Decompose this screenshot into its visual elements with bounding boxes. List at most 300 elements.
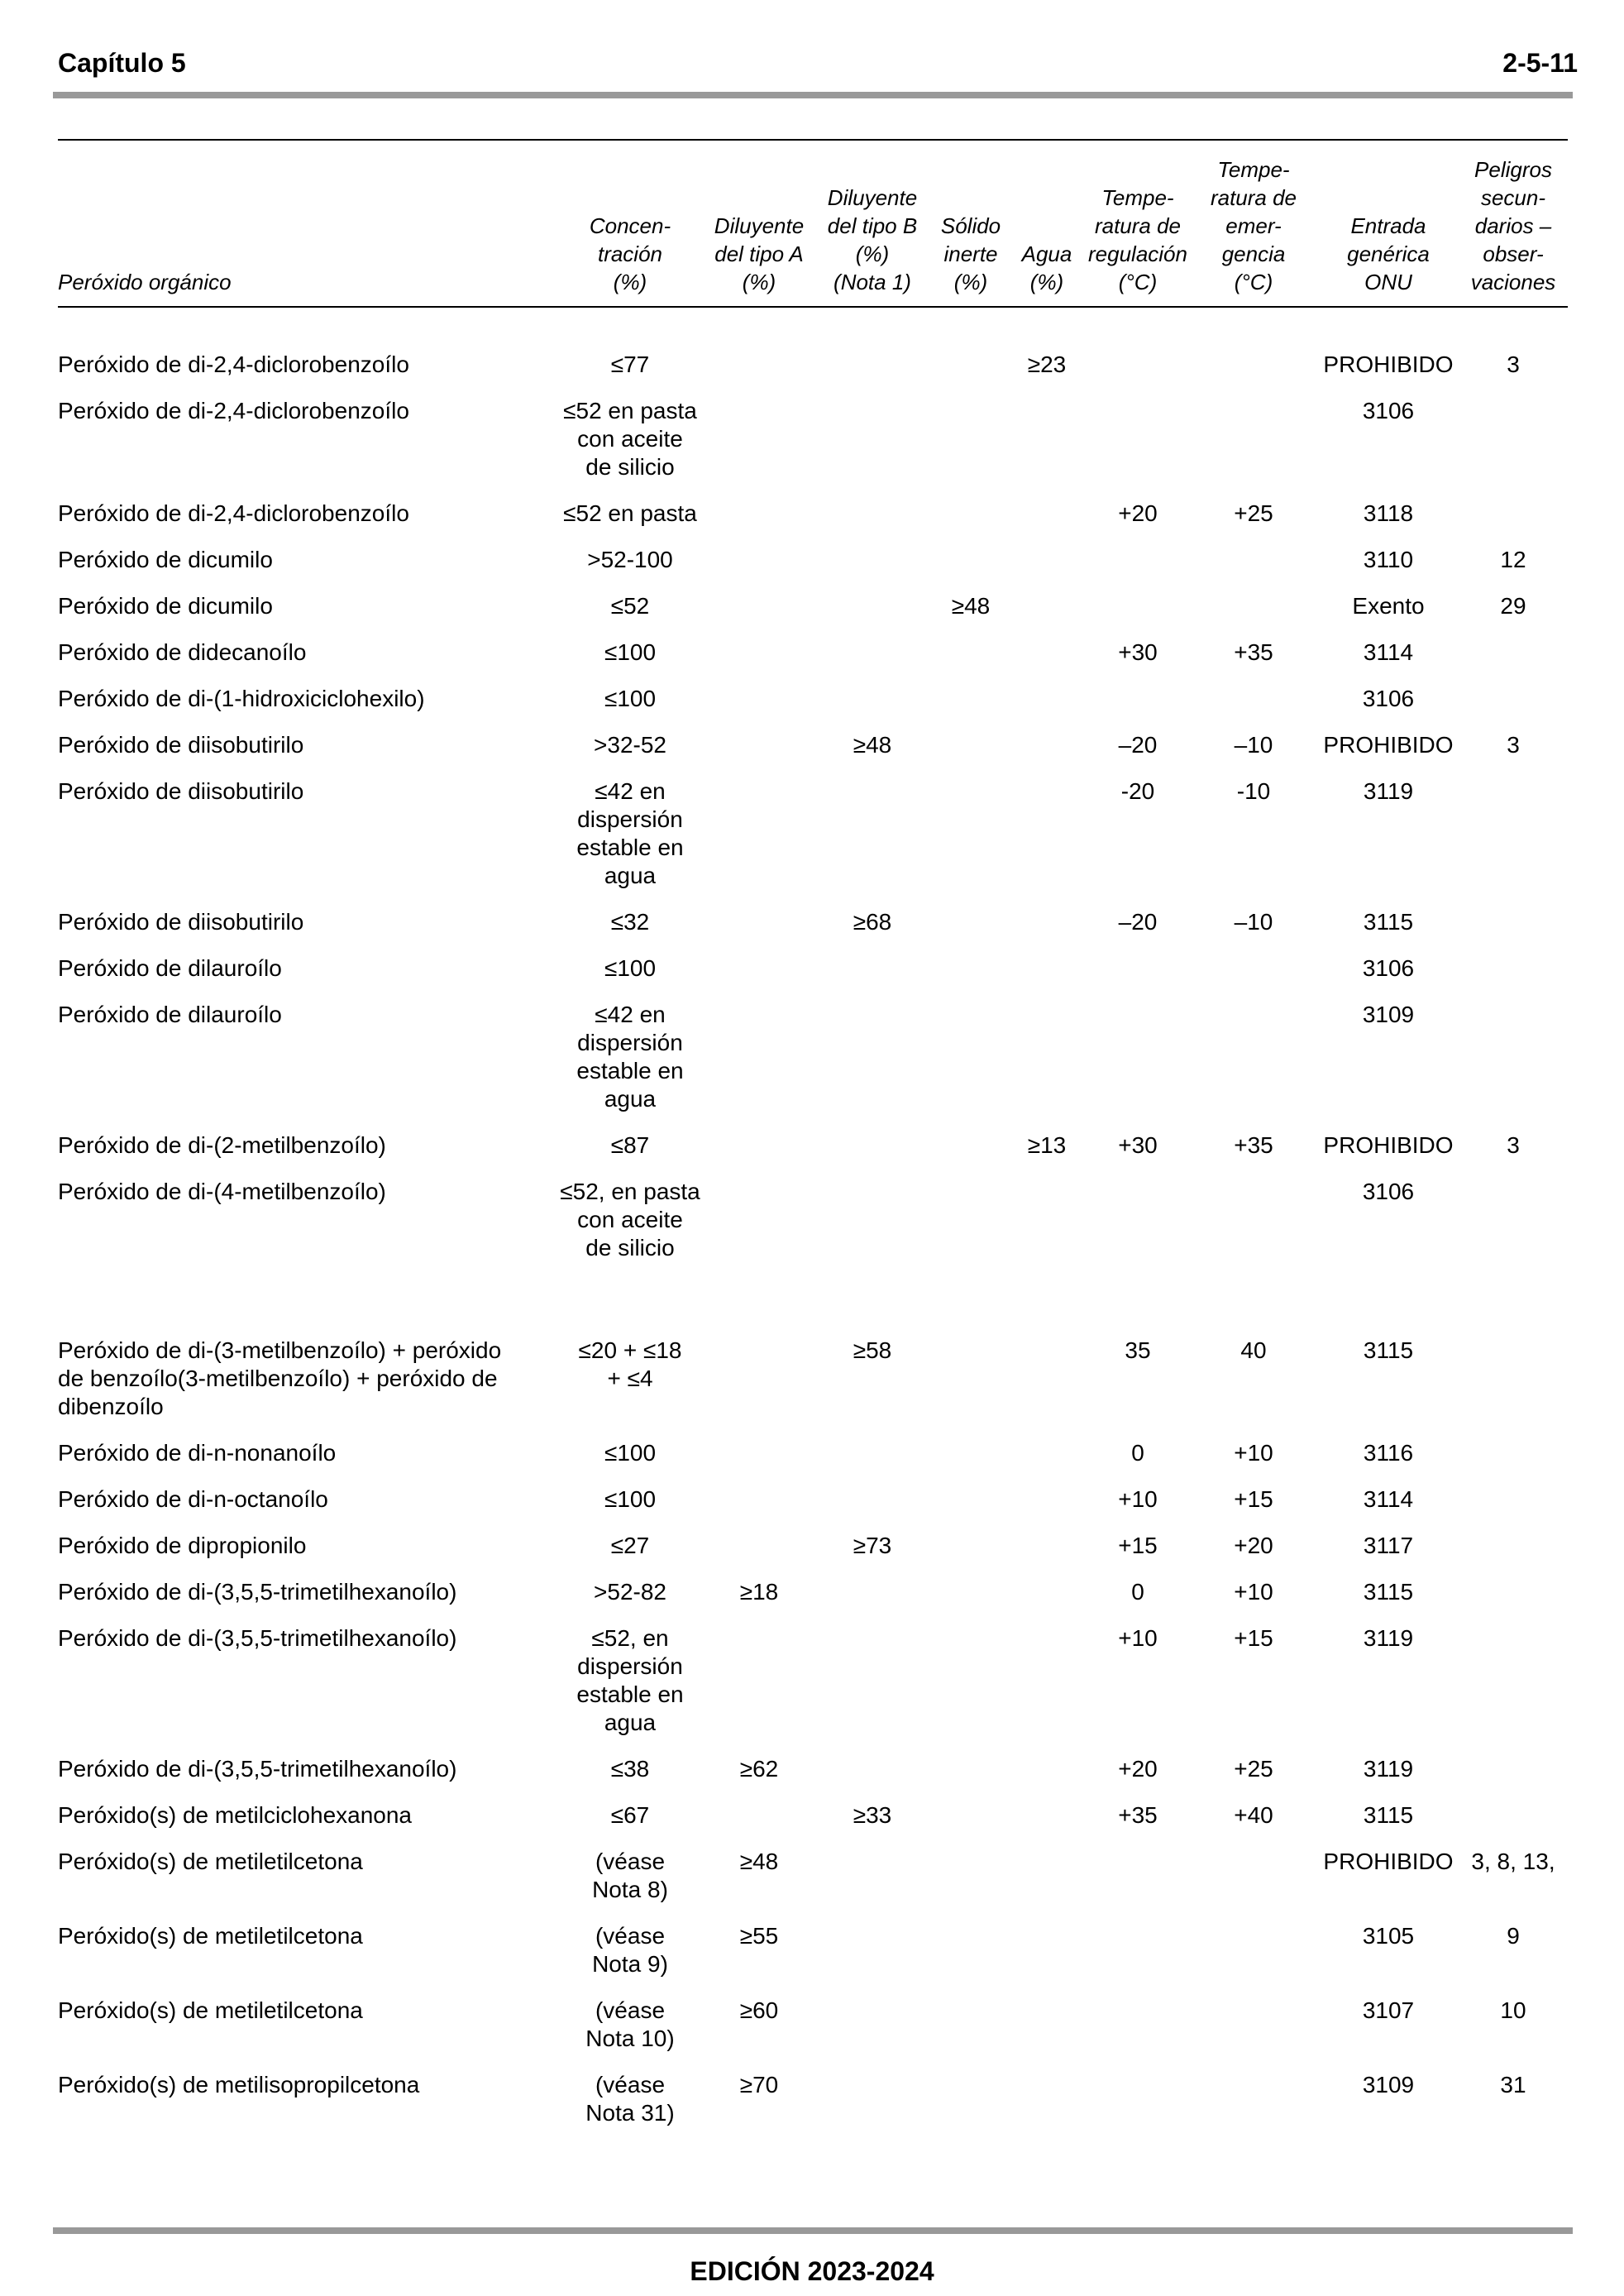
cell-control-temp: +35	[1118, 1802, 1158, 1828]
cell-concentration: ≤20 + ≤18 + ≤4	[578, 1337, 682, 1391]
cell-diluent-b	[810, 1125, 934, 1171]
cell-control-temp: -20	[1120, 778, 1155, 804]
cell-emergency-temp	[1189, 1171, 1318, 1274]
cell-un-entry: 3106	[1362, 1179, 1415, 1204]
cell-diluent-a: ≥18	[739, 1579, 779, 1605]
cell-diluent-b	[810, 539, 934, 586]
table-row	[58, 1990, 1568, 2064]
page-number: 2-5-11	[1502, 48, 1578, 78]
cell-diluent-a	[708, 1433, 810, 1479]
cell-water	[1007, 493, 1087, 539]
cell-water	[1007, 1571, 1087, 1618]
cell-un-entry: 3106	[1362, 398, 1415, 423]
cell-peroxide: Peróxido de di-n-nonanoílo	[58, 1440, 337, 1466]
cell-diluent-a	[708, 632, 810, 678]
cell-inert-solid	[934, 948, 1007, 994]
cell-diluent-a	[708, 1795, 810, 1841]
cell-diluent-b	[810, 493, 934, 539]
cell-hazards: 3	[1507, 352, 1520, 377]
cell-inert-solid	[934, 632, 1007, 678]
table-row	[58, 1841, 1568, 1916]
cell-diluent-b	[810, 307, 934, 390]
cell-peroxide: Peróxido de diisobutirilo	[58, 732, 304, 758]
cell-diluent-a	[708, 771, 810, 902]
cell-concentration: ≤27	[610, 1533, 650, 1558]
cell-emergency-temp: –10	[1234, 732, 1273, 758]
cell-peroxide: Peróxido de dicumilo	[58, 593, 273, 619]
cell-un-entry: PROHIBIDO	[1323, 1849, 1454, 1874]
cell-emergency-temp	[1189, 307, 1318, 390]
cell-inert-solid	[934, 1479, 1007, 1525]
cell-control-temp: +20	[1118, 500, 1158, 526]
cell-control-temp	[1087, 1916, 1189, 1990]
cell-hazards: 9	[1507, 1923, 1520, 1949]
cell-un-entry: 3115	[1363, 909, 1414, 935]
cell-concentration: ≤42 en dispersión estable en agua	[576, 1002, 684, 1112]
cell-diluent-a	[708, 1274, 810, 1433]
cell-diluent-b	[810, 1841, 934, 1916]
table-row	[58, 1171, 1568, 1274]
cell-emergency-temp: +15	[1234, 1625, 1273, 1651]
cell-control-temp	[1087, 994, 1189, 1125]
cell-water	[1007, 902, 1087, 948]
header-rule	[53, 92, 1573, 98]
cell-control-temp	[1087, 1171, 1189, 1274]
cell-control-temp: +10	[1118, 1625, 1158, 1651]
cell-diluent-b	[810, 390, 934, 493]
cell-diluent-a	[708, 948, 810, 994]
cell-un-entry: Exento	[1352, 593, 1425, 619]
cell-water	[1007, 1795, 1087, 1841]
cell-hazards: 12	[1500, 547, 1526, 572]
cell-inert-solid	[934, 1525, 1007, 1571]
cell-un-entry: 3106	[1362, 686, 1415, 711]
cell-diluent-a	[708, 307, 810, 390]
table-row	[58, 1571, 1568, 1618]
cell-control-temp: 0	[1131, 1440, 1144, 1466]
cell-inert-solid	[934, 1618, 1007, 1748]
cell-hazards	[1459, 1795, 1568, 1841]
cell-emergency-temp	[1189, 948, 1318, 994]
col-header-diluent-a: Diluyente del tipo A (%)	[708, 140, 810, 307]
cell-inert-solid	[934, 1274, 1007, 1433]
cell-peroxide: Peróxido de diisobutirilo	[58, 778, 304, 804]
table-row	[58, 539, 1568, 586]
cell-hazards	[1459, 632, 1568, 678]
cell-control-temp	[1087, 948, 1189, 994]
cell-peroxide: Peróxido(s) de metiletilcetona	[58, 1923, 363, 1949]
cell-water	[1007, 948, 1087, 994]
cell-un-entry: 3110	[1363, 547, 1414, 572]
cell-un-entry: 3107	[1362, 1997, 1415, 2023]
table-header-row	[58, 140, 1568, 307]
cell-water	[1007, 1479, 1087, 1525]
cell-diluent-a: ≥70	[739, 2072, 779, 2097]
cell-water	[1007, 2064, 1087, 2139]
cell-peroxide: Peróxido de di-(3-metilbenzoílo) + peróxido de benzoílo(3-metilbenzoílo) + peróxido de dibenzoílo	[58, 1337, 502, 1419]
cell-hazards	[1459, 1525, 1568, 1571]
table-row	[58, 678, 1568, 725]
cell-peroxide: Peróxido de di-(3,5,5-trimetilhexanoílo)	[58, 1579, 457, 1605]
cell-peroxide: Peróxido de di-(3,5,5-trimetilhexanoílo)	[58, 1756, 457, 1782]
cell-water	[1007, 1916, 1087, 1990]
cell-diluent-b	[810, 1916, 934, 1990]
cell-emergency-temp: +40	[1234, 1802, 1273, 1828]
cell-concentration: >52-82	[594, 1579, 666, 1605]
table-row	[58, 586, 1568, 632]
cell-diluent-b	[810, 2064, 934, 2139]
cell-concentration: ≤38	[610, 1756, 650, 1782]
table-row	[58, 948, 1568, 994]
cell-peroxide: Peróxido(s) de metilciclohexanona	[58, 1802, 412, 1828]
table-row	[58, 1125, 1568, 1171]
cell-control-temp	[1087, 390, 1189, 493]
cell-peroxide: Peróxido de di-(2-metilbenzoílo)	[58, 1132, 386, 1158]
cell-hazards	[1459, 771, 1568, 902]
col-header-peroxide: Peróxido orgánico	[58, 140, 552, 307]
cell-un-entry: 3115	[1363, 1802, 1414, 1828]
table-row	[58, 493, 1568, 539]
col-header-diluent-b: Diluyente del tipo B (%) (Nota 1)	[810, 140, 934, 307]
cell-emergency-temp	[1189, 586, 1318, 632]
cell-control-temp: +10	[1118, 1486, 1158, 1512]
cell-inert-solid	[934, 771, 1007, 902]
cell-diluent-a	[708, 1125, 810, 1171]
cell-control-temp	[1087, 678, 1189, 725]
table-row	[58, 1433, 1568, 1479]
cell-concentration: ≤52 en pasta con aceite de silicio	[563, 398, 697, 480]
col-header-concentration: Concen- tración (%)	[552, 140, 708, 307]
cell-diluent-b	[810, 1748, 934, 1795]
cell-water	[1007, 539, 1087, 586]
cell-diluent-b: ≥33	[853, 1802, 892, 1828]
cell-peroxide: Peróxido de didecanoílo	[58, 639, 307, 665]
cell-inert-solid	[934, 994, 1007, 1125]
cell-water: ≥13	[1027, 1132, 1067, 1158]
cell-un-entry: PROHIBIDO	[1323, 732, 1454, 758]
cell-peroxide: Peróxido de di-2,4-diclorobenzoílo	[58, 398, 409, 423]
cell-emergency-temp: +15	[1234, 1486, 1273, 1512]
cell-diluent-a	[708, 1525, 810, 1571]
cell-water	[1007, 390, 1087, 493]
table-row	[58, 2064, 1568, 2139]
cell-emergency-temp: -10	[1236, 778, 1271, 804]
cell-un-entry: PROHIBIDO	[1323, 1132, 1454, 1158]
cell-un-entry: 3119	[1363, 1756, 1414, 1782]
cell-hazards	[1459, 1618, 1568, 1748]
cell-inert-solid	[934, 1916, 1007, 1990]
cell-concentration: ≤100	[604, 686, 657, 711]
cell-diluent-b	[810, 1990, 934, 2064]
cell-diluent-a	[708, 1618, 810, 1748]
cell-control-temp	[1087, 586, 1189, 632]
cell-emergency-temp: +10	[1234, 1579, 1273, 1605]
cell-inert-solid	[934, 390, 1007, 493]
cell-diluent-b	[810, 586, 934, 632]
cell-peroxide: Peróxido(s) de metilisopropilcetona	[58, 2072, 420, 2097]
cell-diluent-b	[810, 948, 934, 994]
cell-hazards: 3	[1507, 1132, 1520, 1158]
cell-inert-solid	[934, 1841, 1007, 1916]
cell-diluent-a	[708, 725, 810, 771]
cell-diluent-b	[810, 632, 934, 678]
table-row	[58, 994, 1568, 1125]
cell-concentration: ≤100	[604, 1486, 657, 1512]
cell-diluent-a: ≥48	[739, 1849, 779, 1874]
cell-control-temp: 0	[1131, 1579, 1144, 1605]
cell-peroxide: Peróxido de di-(1-hidroxiciclohexilo)	[58, 686, 425, 711]
cell-un-entry: 3109	[1362, 1002, 1415, 1027]
cell-concentration: >32-52	[594, 732, 666, 758]
cell-emergency-temp: +35	[1234, 639, 1273, 665]
cell-diluent-b	[810, 771, 934, 902]
cell-inert-solid	[934, 1571, 1007, 1618]
table-row	[58, 1618, 1568, 1748]
cell-hazards	[1459, 994, 1568, 1125]
cell-emergency-temp	[1189, 390, 1318, 493]
cell-hazards	[1459, 1171, 1568, 1274]
cell-hazards	[1459, 1748, 1568, 1795]
cell-inert-solid	[934, 1795, 1007, 1841]
footer-rule	[53, 2227, 1573, 2234]
cell-emergency-temp	[1189, 1841, 1318, 1916]
cell-emergency-temp	[1189, 1916, 1318, 1990]
cell-diluent-b	[810, 1479, 934, 1525]
cell-peroxide: Peróxido de di-2,4-diclorobenzoílo	[58, 500, 409, 526]
cell-un-entry: 3116	[1363, 1440, 1414, 1466]
cell-diluent-a	[708, 902, 810, 948]
cell-un-entry: PROHIBIDO	[1323, 352, 1454, 377]
cell-diluent-b: ≥58	[853, 1337, 892, 1363]
cell-inert-solid	[934, 725, 1007, 771]
cell-hazards	[1459, 948, 1568, 994]
cell-emergency-temp: +35	[1234, 1132, 1273, 1158]
cell-emergency-temp	[1189, 539, 1318, 586]
cell-diluent-a: ≥62	[739, 1756, 779, 1782]
cell-control-temp: 35	[1125, 1337, 1151, 1363]
table-row	[58, 1748, 1568, 1795]
cell-water	[1007, 1748, 1087, 1795]
cell-diluent-b: ≥73	[853, 1533, 892, 1558]
cell-un-entry: 3117	[1363, 1533, 1414, 1558]
cell-un-entry: 3109	[1362, 2072, 1415, 2097]
cell-un-entry: 3115	[1363, 1579, 1414, 1605]
cell-concentration: ≤52, en pasta con aceite de silicio	[560, 1179, 700, 1260]
cell-un-entry: 3114	[1363, 1486, 1414, 1512]
table-row	[58, 725, 1568, 771]
cell-water	[1007, 586, 1087, 632]
cell-control-temp: –20	[1118, 909, 1158, 935]
cell-diluent-b	[810, 678, 934, 725]
table-body	[58, 307, 1568, 2139]
organic-peroxides-table	[58, 139, 1568, 2139]
cell-inert-solid	[934, 2064, 1007, 2139]
cell-emergency-temp	[1189, 1990, 1318, 2064]
table-row	[58, 1479, 1568, 1525]
cell-diluent-b: ≥68	[853, 909, 892, 935]
cell-water	[1007, 1274, 1087, 1433]
table-row	[58, 1525, 1568, 1571]
cell-diluent-a	[708, 390, 810, 493]
cell-hazards	[1459, 902, 1568, 948]
cell-water	[1007, 725, 1087, 771]
col-header-water: Agua (%)	[1007, 140, 1087, 307]
cell-inert-solid	[934, 678, 1007, 725]
cell-water	[1007, 1525, 1087, 1571]
col-header-emergency-temp: Tempe- ratura de emer- gencia (°C)	[1189, 140, 1318, 307]
cell-inert-solid	[934, 539, 1007, 586]
cell-control-temp: +20	[1118, 1756, 1158, 1782]
cell-peroxide: Peróxido de dicumilo	[58, 547, 273, 572]
cell-water	[1007, 771, 1087, 902]
table-row	[58, 771, 1568, 902]
cell-concentration: ≤87	[610, 1132, 650, 1158]
cell-diluent-a	[708, 539, 810, 586]
cell-hazards: 3, 8, 13,	[1471, 1849, 1555, 1874]
cell-emergency-temp	[1189, 2064, 1318, 2139]
col-header-inert-solid: Sólido inerte (%)	[934, 140, 1007, 307]
cell-concentration: ≤52	[610, 593, 650, 619]
cell-water	[1007, 678, 1087, 725]
cell-control-temp: –20	[1118, 732, 1158, 758]
cell-hazards	[1459, 493, 1568, 539]
table-row	[58, 307, 1568, 390]
cell-hazards: 29	[1500, 593, 1526, 619]
cell-diluent-a: ≥60	[739, 1997, 779, 2023]
col-header-control-temp: Tempe- ratura de regulación (°C)	[1087, 140, 1189, 307]
cell-concentration: ≤67	[610, 1802, 650, 1828]
cell-hazards: 3	[1507, 732, 1520, 758]
cell-hazards	[1459, 1479, 1568, 1525]
cell-water	[1007, 1433, 1087, 1479]
col-header-hazards: Peligros secun- darios – obser- vaciones	[1459, 140, 1568, 307]
cell-diluent-b	[810, 1433, 934, 1479]
cell-un-entry: 3114	[1363, 639, 1414, 665]
cell-hazards: 31	[1500, 2072, 1526, 2097]
cell-un-entry: 3106	[1362, 955, 1415, 981]
cell-peroxide: Peróxido(s) de metiletilcetona	[58, 1849, 363, 1874]
cell-peroxide: Peróxido de dilauroílo	[58, 955, 282, 981]
cell-emergency-temp: +10	[1234, 1440, 1273, 1466]
cell-water	[1007, 1171, 1087, 1274]
cell-peroxide: Peróxido de di-(4-metilbenzoílo)	[58, 1179, 386, 1204]
cell-concentration: ≤77	[610, 352, 650, 377]
cell-hazards	[1459, 1571, 1568, 1618]
cell-diluent-b	[810, 1571, 934, 1618]
cell-control-temp	[1087, 1841, 1189, 1916]
cell-concentration: (véase Nota 10)	[585, 1997, 675, 2051]
cell-concentration: ≤52, en dispersión estable en agua	[576, 1625, 684, 1735]
chapter-title: Capítulo 5	[58, 48, 186, 78]
cell-inert-solid	[934, 902, 1007, 948]
cell-hazards	[1459, 678, 1568, 725]
cell-control-temp	[1087, 307, 1189, 390]
cell-concentration: ≤32	[610, 909, 650, 935]
cell-hazards	[1459, 390, 1568, 493]
cell-water: ≥23	[1027, 352, 1067, 377]
cell-emergency-temp: +25	[1234, 500, 1273, 526]
cell-diluent-a	[708, 1479, 810, 1525]
table-row	[58, 1916, 1568, 1990]
table-row	[58, 902, 1568, 948]
cell-inert-solid	[934, 493, 1007, 539]
cell-concentration: ≤42 en dispersión estable en agua	[576, 778, 684, 888]
cell-emergency-temp	[1189, 994, 1318, 1125]
cell-peroxide: Peróxido de dipropionilo	[58, 1533, 307, 1558]
cell-emergency-temp: +20	[1234, 1533, 1273, 1558]
cell-peroxide: Peróxido de diisobutirilo	[58, 909, 304, 935]
cell-concentration: (véase Nota 31)	[585, 2072, 675, 2126]
cell-concentration: (véase Nota 8)	[592, 1849, 668, 1902]
cell-concentration: >52-100	[587, 547, 673, 572]
cell-diluent-a	[708, 994, 810, 1125]
cell-emergency-temp: –10	[1234, 909, 1273, 935]
table-row	[58, 1274, 1568, 1433]
edition-footer: EDICIÓN 2023-2024	[690, 2256, 934, 2286]
cell-control-temp	[1087, 539, 1189, 586]
cell-inert-solid	[934, 1990, 1007, 2064]
cell-inert-solid	[934, 1171, 1007, 1274]
cell-concentration: ≤100	[604, 639, 657, 665]
cell-inert-solid: ≥48	[951, 593, 991, 619]
cell-diluent-a: ≥55	[739, 1923, 779, 1949]
cell-un-entry: 3105	[1362, 1923, 1415, 1949]
cell-control-temp: +15	[1118, 1533, 1158, 1558]
cell-inert-solid	[934, 1125, 1007, 1171]
cell-un-entry: 3119	[1363, 1625, 1414, 1651]
cell-control-temp: +30	[1118, 639, 1158, 665]
cell-un-entry: 3118	[1363, 500, 1414, 526]
col-header-un-entry: Entrada genérica ONU	[1318, 140, 1459, 307]
cell-control-temp	[1087, 2064, 1189, 2139]
cell-hazards	[1459, 1274, 1568, 1433]
cell-diluent-a	[708, 586, 810, 632]
cell-diluent-b	[810, 994, 934, 1125]
cell-peroxide: Peróxido de di-n-octanoílo	[58, 1486, 328, 1512]
cell-concentration: (véase Nota 9)	[592, 1923, 668, 1977]
cell-diluent-a	[708, 493, 810, 539]
cell-concentration: ≤100	[604, 1440, 657, 1466]
cell-concentration: ≤100	[604, 955, 657, 981]
cell-peroxide: Peróxido(s) de metiletilcetona	[58, 1997, 363, 2023]
table-row	[58, 390, 1568, 493]
cell-control-temp: +30	[1118, 1132, 1158, 1158]
cell-inert-solid	[934, 1748, 1007, 1795]
cell-inert-solid	[934, 1433, 1007, 1479]
cell-emergency-temp: +25	[1234, 1756, 1273, 1782]
cell-emergency-temp: 40	[1240, 1337, 1267, 1363]
cell-water	[1007, 1990, 1087, 2064]
cell-water	[1007, 632, 1087, 678]
cell-diluent-b	[810, 1171, 934, 1274]
cell-peroxide: Peróxido de di-(3,5,5-trimetilhexanoílo)	[58, 1625, 457, 1651]
cell-water	[1007, 1618, 1087, 1748]
table-row	[58, 1795, 1568, 1841]
cell-peroxide: Peróxido de dilauroílo	[58, 1002, 282, 1027]
cell-un-entry: 3119	[1363, 778, 1414, 804]
cell-diluent-b: ≥48	[853, 732, 892, 758]
cell-diluent-a	[708, 1171, 810, 1274]
table-row	[58, 632, 1568, 678]
cell-un-entry: 3115	[1363, 1337, 1414, 1363]
cell-hazards	[1459, 1433, 1568, 1479]
cell-diluent-b	[810, 1618, 934, 1748]
cell-inert-solid	[934, 307, 1007, 390]
cell-peroxide: Peróxido de di-2,4-diclorobenzoílo	[58, 352, 409, 377]
cell-water	[1007, 994, 1087, 1125]
cell-hazards: 10	[1500, 1997, 1526, 2023]
cell-emergency-temp	[1189, 678, 1318, 725]
